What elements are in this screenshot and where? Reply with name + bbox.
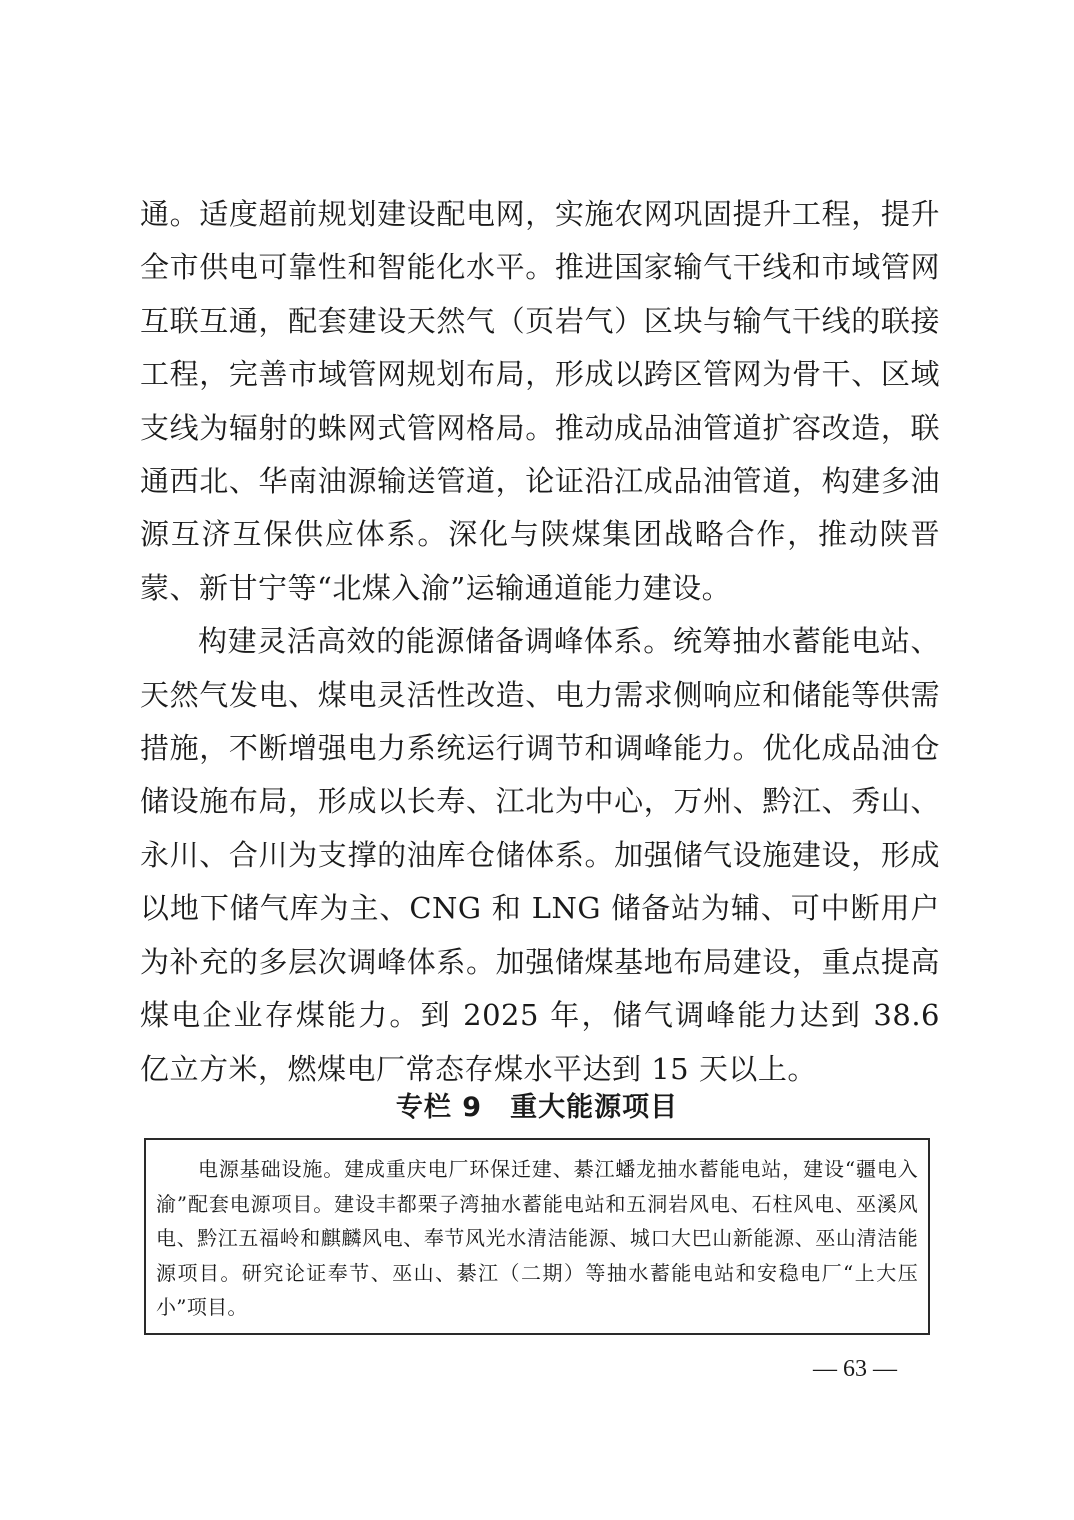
paragraph-1: 通。适度超前规划建设配电网，实施农网巩固提升工程，提升全市供电可靠性和智能化水平。推进国家输气干线和市域管网互联互通，配套建设天然气（页岩气）区块与输气干线的联接工程，完善市域管网规划布局，形成以跨区管网为骨干、区域支线为辐射的蛛网式管网格局。推动成品油管道扩容改造，联通西北、华南油源输送管道，论证沿江成品油管道，构建多油源互济互保供应体系。深化与陕煤集团战略合作，推动陕晋蒙、新甘宁等“北煤入渝”运输通道能力建设。	[140, 197, 940, 605]
body-text	[140, 188, 940, 1096]
info-box-content: 电源基础设施。建成重庆电厂环保迁建、綦江蟠龙抽水蓄能电站，建设“疆电入渝”配套电源项目。建设丰都栗子湾抽水蓄能电站和五洞岩风电、石柱风电、巫溪风电、黔江五福岭和麒麟风电、奉节风光水清洁能源、城口大巴山新能源、巫山清洁能源项目。研究论证奉节、巫山、綦江（二期）等抽水蓄能电站和安稳电厂“上大压小”项目。	[156, 1157, 918, 1319]
page-number: — 63 —	[813, 1356, 897, 1382]
paragraph-2: 构建灵活高效的能源储备调峰体系。统筹抽水蓄能电站、天然气发电、煤电灵活性改造、电力需求侧响应和储能等供需措施，不断增强电力系统运行调节和调峰能力。优化成品油仓储设施布局，形成以长寿、江北为中心，万州、黔江、秀山、永川、合川为支撑的油库仓储体系。加强储气设施建设，形成以地下储气库为主、CNG 和 LNG 储备站为辅、可中断用户为补充的多层次调峰体系。加强储煤基地布局建设，重点提高煤电企业存煤能力。到 2025 年，储气调峰能力达到 38.6 亿立方米，燃煤电厂常态存煤水平达到 15 天以上。	[140, 624, 940, 1086]
box-title: 专栏 9 重大能源项目	[395, 1092, 679, 1123]
info-box	[144, 1138, 930, 1335]
